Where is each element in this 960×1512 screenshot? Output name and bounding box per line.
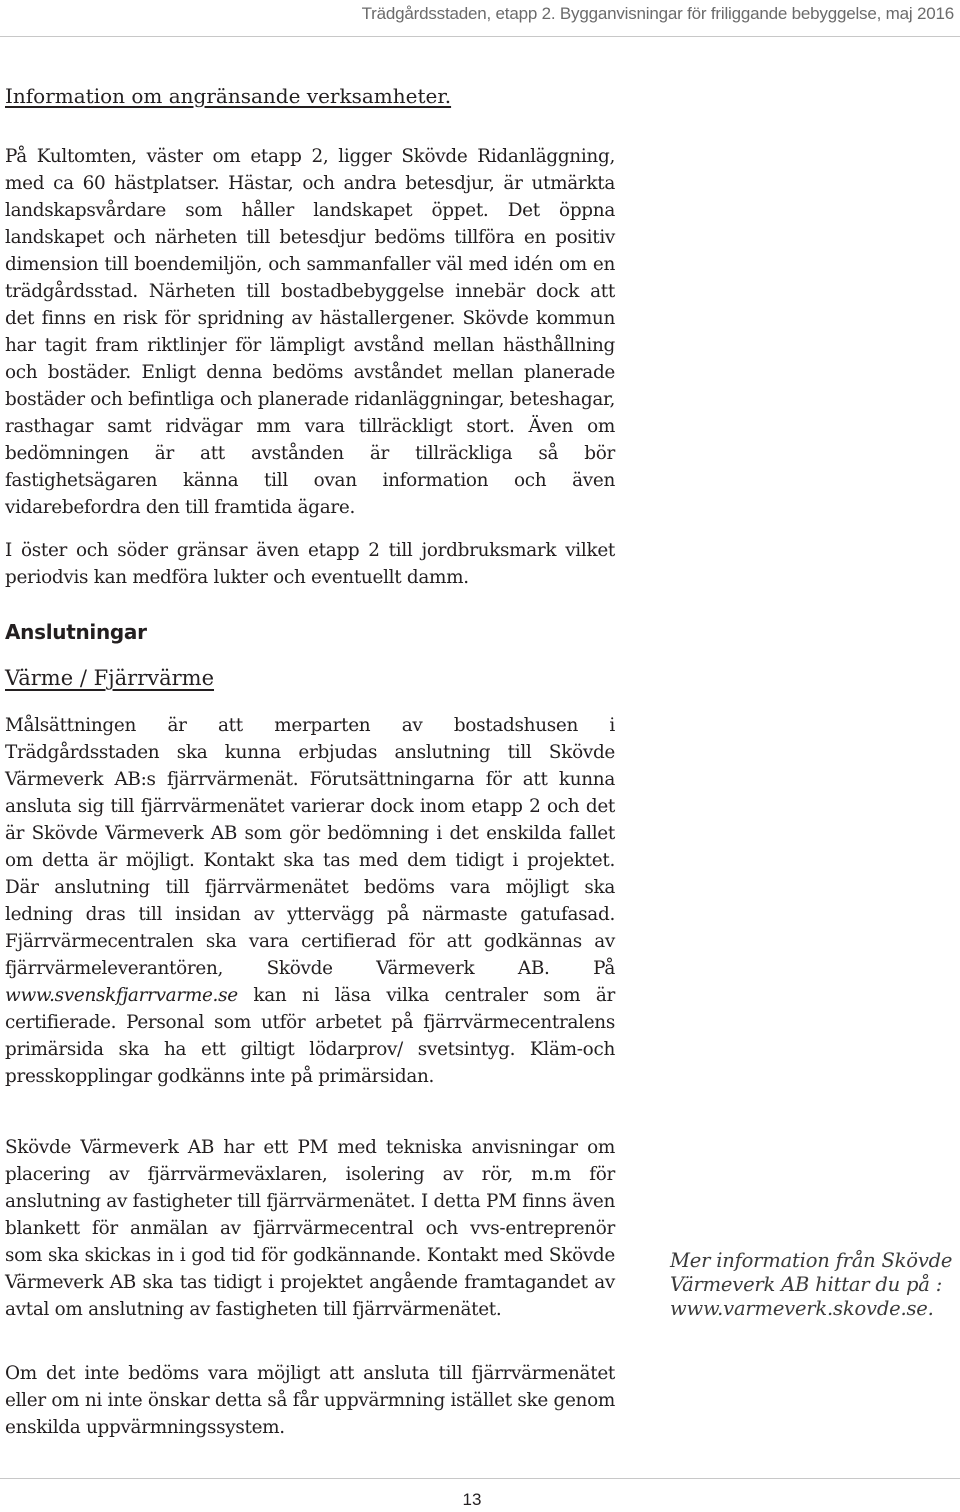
paragraph-district-heating-goal xyxy=(5,712,615,1090)
paragraph-text xyxy=(5,712,615,1090)
svenskfjarrvarme-link[interactable]: www.svenskfjarrvarme.se xyxy=(5,985,238,1006)
header-divider xyxy=(0,36,960,37)
section-heading-neighbouring-activities: Information om angränsande verksamheter. xyxy=(5,84,452,108)
footer-divider xyxy=(0,1478,960,1479)
subheading-district-heating: Värme / Fjärrvärme xyxy=(5,666,215,690)
running-header: Trädgårdsstaden, etapp 2. Bygganvisningar för friliggande bebyggelse, maj 2016 xyxy=(361,4,954,23)
paragraph-text-part: Målsättningen är att merparten av bostadshusen i Trädgårdsstaden ska kunna erbjudas anslutning till Skövde Värmeverk AB:s fjärrvärmenät. Förutsättningarna för att kunna ansluta sig till fjärrvärmenätet varierar dock inom etapp 2 och det är Skövde Värmeverk AB som gör bedömning i det enskilda fallet om detta är möjligt. Kontakt ska tas med dem tidigt i projektet. Där anslutning till fjärrvärmenätet bedöms vara möjligt ska ledning dras till insidan av yttervägg på närmaste gatufasad. Fjärrvärmecentralen ska vara certifierad för att godkännas av fjärrvärmeleverantören, Skövde Värmeverk AB. På xyxy=(5,715,615,979)
paragraph-farmland xyxy=(5,537,615,591)
paragraph-alternative-heating xyxy=(5,1360,615,1441)
paragraph-technical-pm xyxy=(5,1134,615,1323)
paragraph-text: Om det inte bedöms vara möjligt att ansluta till fjärrvärmenätet eller om ni inte önskar detta så får uppvärmning istället ske genom enskilda uppvärmningssystem. xyxy=(5,1363,615,1438)
paragraph-horse-facility xyxy=(5,143,615,521)
section-heading-connections: Anslutningar xyxy=(5,620,147,644)
paragraph-text: På Kultomten, väster om etapp 2, ligger Skövde Ridanläggning, med ca 60 hästplatser. Hästar, och andra betesdjur, är utmärkta landskapsvårdare som håller landskapet öppet. Det öppna landskapet och närheten till betesdjur bedöms tillföra en positiv dimension till boendemiljön, och sammanfaller väl med idén om en trädgårdsstad. Närheten till bostadbebyggelse innebär dock att det finns en risk för spridning av hästallergener. Skövde kommun har tagit fram riktlinjer för lämpligt avstånd mellan hästhållning och bostäder. Enligt denna bedöms avståndet mellan planerade bostäder och befintliga och planerade ridanläggningar, beteshagar, rasthagar samt ridvägar mm vara tillräckligt stort. Även om bedömningen är att avstånden är tillräckliga så bör fastighetsägaren känna till ovan information och även vidarebefordra den till framtida ägare. xyxy=(5,146,615,518)
margin-note-more-info: Mer information från Skövde Värmeverk AB hittar du på : www.varmeverk.skovde.se. xyxy=(670,1249,953,1320)
paragraph-text-part: kan ni läsa vilka centraler som är certifierade. Personal som utför arbetet på fjärrvärmecentralens primärsida ska ha ett giltigt lödarprov/ svetsintyg. Kläm-och presskopplingar godkänns inte på primärsidan. xyxy=(5,985,616,1087)
paragraph-text: I öster och söder gränsar även etapp 2 till jordbruksmark vilket periodvis kan medföra lukter och eventuellt damm. xyxy=(5,540,615,588)
page-number: 13 xyxy=(462,1490,482,1509)
paragraph-text: Skövde Värmeverk AB har ett PM med tekniska anvisningar om placering av fjärrvärmeväxlaren, isolering av rör, m.m för anslutning av fastigheter till fjärrvärmenätet. I detta PM finns även blankett för anmälan av fjärrvärmecentral och vvs-entreprenör som ska skickas in i god tid för godkännande. Kontakt med Skövde Värmeverk AB ska tas tidigt i projektet angående framtagandet av avtal om anslutning av fastigheten till fjärrvärmenätet. xyxy=(5,1137,615,1320)
